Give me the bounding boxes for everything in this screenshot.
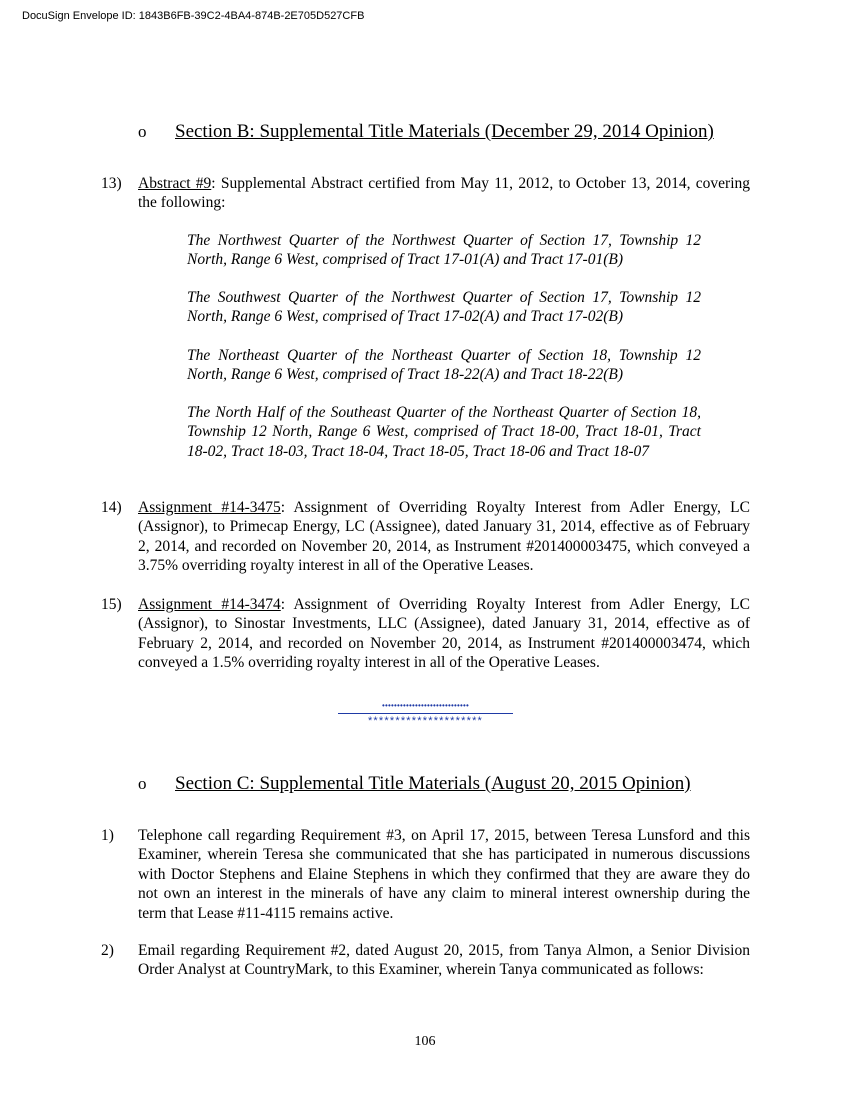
section-c-title: Section C: Supplemental Title Materials (August 20, 2015 Opinion) bbox=[175, 773, 691, 794]
divider-stars: ********************* bbox=[367, 715, 484, 727]
item-number: 1) bbox=[101, 827, 114, 844]
section-c-bullet: o bbox=[138, 774, 147, 793]
item-15-paragraph bbox=[138, 595, 750, 673]
divider-dots: ••••••••••••••••••••••••••••• bbox=[338, 701, 513, 714]
tract-description: The Northeast Quarter of the Northeast Quarter of Section 18, Township 12 North, Range 6 West, comprised of Tract 18-22(A) and Tract 18-22(B) bbox=[187, 347, 701, 384]
section-b-title: Section B: Supplemental Title Materials (December 29, 2014 Opinion) bbox=[175, 121, 714, 142]
item-number: 15) bbox=[101, 596, 122, 613]
section-c-item-2-paragraph: Email regarding Requirement #2, dated August 20, 2015, from Tanya Almon, a Senior Division Order Analyst at CountryMark, to this Examiner, wherein Tanya communicated as follows: bbox=[138, 942, 750, 979]
section-c-item-1-paragraph: Telephone call regarding Requirement #3, on April 17, 2015, between Teresa Lunsford and this Examiner, wherein Teresa she communicated that she has participated in numerous discussions with Doctor Stephens and Elaine Stephens in which they confirmed that they are aware they do not own an interest in the minerals of have any claim to mineral interest ownership during the term that Lease #11-4115 remains active. bbox=[138, 827, 750, 922]
item-14-paragraph bbox=[138, 498, 750, 576]
page-number: 106 bbox=[414, 1034, 436, 1049]
item-text: : Assignment of Overriding Royalty Interest from Adler Energy, LC (Assignor), to Sinostar Investments, LLC (Assignee), dated January 31, 2014, effective as of February 2, 2014, and recorded on November 20, 2014, as Instrument #201400003474, which conveyed a 1.5% overriding royalty interest in all of the Operative Leases. bbox=[138, 596, 750, 672]
item-label: Assignment #14-3475 bbox=[138, 499, 281, 516]
tract-description: The Northwest Quarter of the Northwest Quarter of Section 17, Township 12 North, Range 6 West, comprised of Tract 17-01(A) and Tract 17-01(B) bbox=[187, 232, 701, 269]
item-text: : Supplemental Abstract certified from May 11, 2012, to October 13, 2014, covering the following: bbox=[138, 175, 750, 212]
tract-description: The North Half of the Southeast Quarter of the Northeast Quarter of Section 18, Township 12 North, Range 6 West, comprised of Tract 18-00, Tract 18-01, Tract 18-02, Tract 18-03, Tract 18-04, Tract 18-05, Tract 18-06 and Tract 18-07 bbox=[187, 404, 701, 460]
tract-description: The Southwest Quarter of the Northwest Quarter of Section 17, Township 12 North, Range 6 West, comprised of Tract 17-02(A) and Tract 17-02(B) bbox=[187, 289, 701, 326]
item-number: 14) bbox=[101, 499, 122, 516]
section-c-heading bbox=[138, 772, 691, 796]
item-number: 2) bbox=[101, 942, 114, 959]
section-b-bullet: o bbox=[138, 122, 147, 141]
section-divider bbox=[338, 701, 513, 728]
item-text: : Assignment of Overriding Royalty Interest from Adler Energy, LC (Assignor), to Primecap Energy, LC (Assignee), dated January 31, 2014, effective as of February 2, 2014, and recorded on November 20, 2014, as Instrument #201400003475, which conveyed a 3.75% overriding royalty interest in all of the Operative Leases. bbox=[138, 499, 750, 575]
item-label: Abstract #9 bbox=[138, 175, 212, 192]
item-13-paragraph bbox=[138, 174, 750, 213]
docusign-envelope-id: DocuSign Envelope ID: 1843B6FB-39C2-4BA4-874B-2E705D527CFB bbox=[22, 10, 365, 22]
section-b-heading bbox=[138, 120, 714, 144]
item-label: Assignment #14-3474 bbox=[138, 596, 281, 613]
item-number: 13) bbox=[101, 175, 122, 192]
